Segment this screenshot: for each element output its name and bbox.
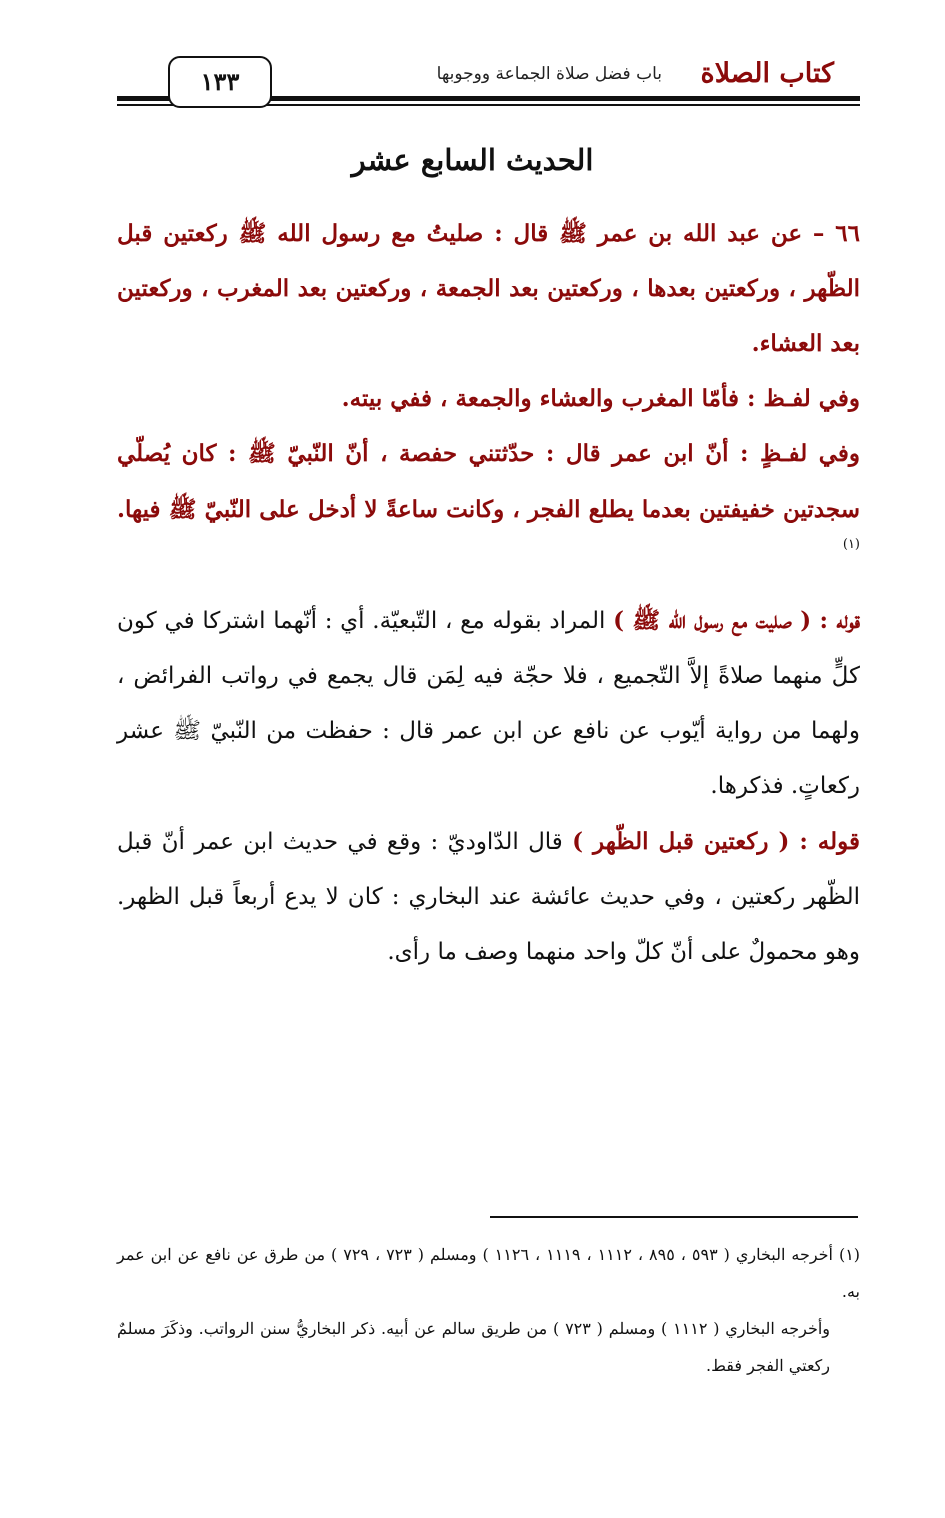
commentary-1 — [117, 593, 860, 814]
page-header — [117, 52, 860, 108]
chapter-title: باب فضل صلاة الجماعة ووجوبها — [436, 64, 662, 84]
main-text — [117, 206, 860, 980]
footnote-1: (١) أخرجه البخاري ( ٥٩٣ ، ٨٩٥ ، ١١١٢ ، ١١١٩ ، ١١٢٦ ) ومسلم ( ٧٢٣ ، ٧٢٩ ) من طرق عن نافع عن ابن عمر به. — [117, 1245, 861, 1301]
hadith-heading: الحديث السابع عشر — [351, 143, 594, 177]
footnote-ref: (١) — [842, 537, 860, 552]
footnotes — [117, 1236, 860, 1384]
hadith-variant-1: وفي لفـظ : فأمّا المغرب والعشاء والجمعة ، ففي بيته. — [341, 385, 860, 412]
hadith-variant-2 — [117, 426, 860, 593]
commentary-2-text: قال الدّاوديّ : وقع في حديث ابن عمر أنّ قبل الظّهر ركعتين ، وفي حديث عائشة عند البخاري : كان لا يدع أربعاً قبل الظهر. وهو محمولٌ على أنّ كلّ واحد منهما وصف ما رأى. — [117, 829, 860, 965]
commentary-2-label: قوله : ( ركعتين قبل الظّهر ) — [572, 828, 861, 855]
hadith-text: ٦٦ – عن عبد الله بن عمر ﷺ قال : صليتُ مع رسول الله ﷺ ركعتين قبل الظّهر ، وركعتين بعدها ، وركعتين بعد الجمعة ، وركعتين بعد المغرب ، وركعتين بعد العشاء. — [117, 220, 860, 357]
book-title: كتاب الصلاة — [700, 58, 834, 89]
footnote-2: وأخرجه البخاري ( ١١١٢ ) ومسلم ( ٧٢٣ ) من طريق سالم عن أبيه. ذكر البخاريُّ سنن الرواتب. وذكَرَ مسلمٌ ركعتي الفجر فقط. — [117, 1319, 831, 1375]
page-number: ١٣٣ — [168, 56, 272, 108]
commentary-2 — [117, 814, 860, 980]
footnote-separator — [490, 1216, 858, 1218]
hadith-variant-2-text: وفي لفـظٍ : أنّ ابن عمر قال : حدّثتني حفصة ، أنّ النّبيّ ﷺ : كان يُصلّي سجدتين خفيفتين بعدما يطلع الفجر ، وكانت ساعةً لا أدخل على النّبيّ ﷺ فيها. — [117, 440, 860, 523]
commentary-1-text: المراد بقوله مع ، التّبعيّة. أي : أنّهما اشتركا في كون كلٍّ منهما صلاةً إلاَّ التّجميع ، فلا حجّة فيه لِمَن قال يجمع في رواتب الفرائض ، ولهما من رواية أيّوب عن نافع عن ابن عمر قال : حفظت من النّبيّ ﷺ عشر ركعاتٍ. فذكرها. — [117, 608, 860, 799]
commentary-1-label: قوله : ( صليت مع رسول الله ﷺ ) — [613, 607, 860, 634]
